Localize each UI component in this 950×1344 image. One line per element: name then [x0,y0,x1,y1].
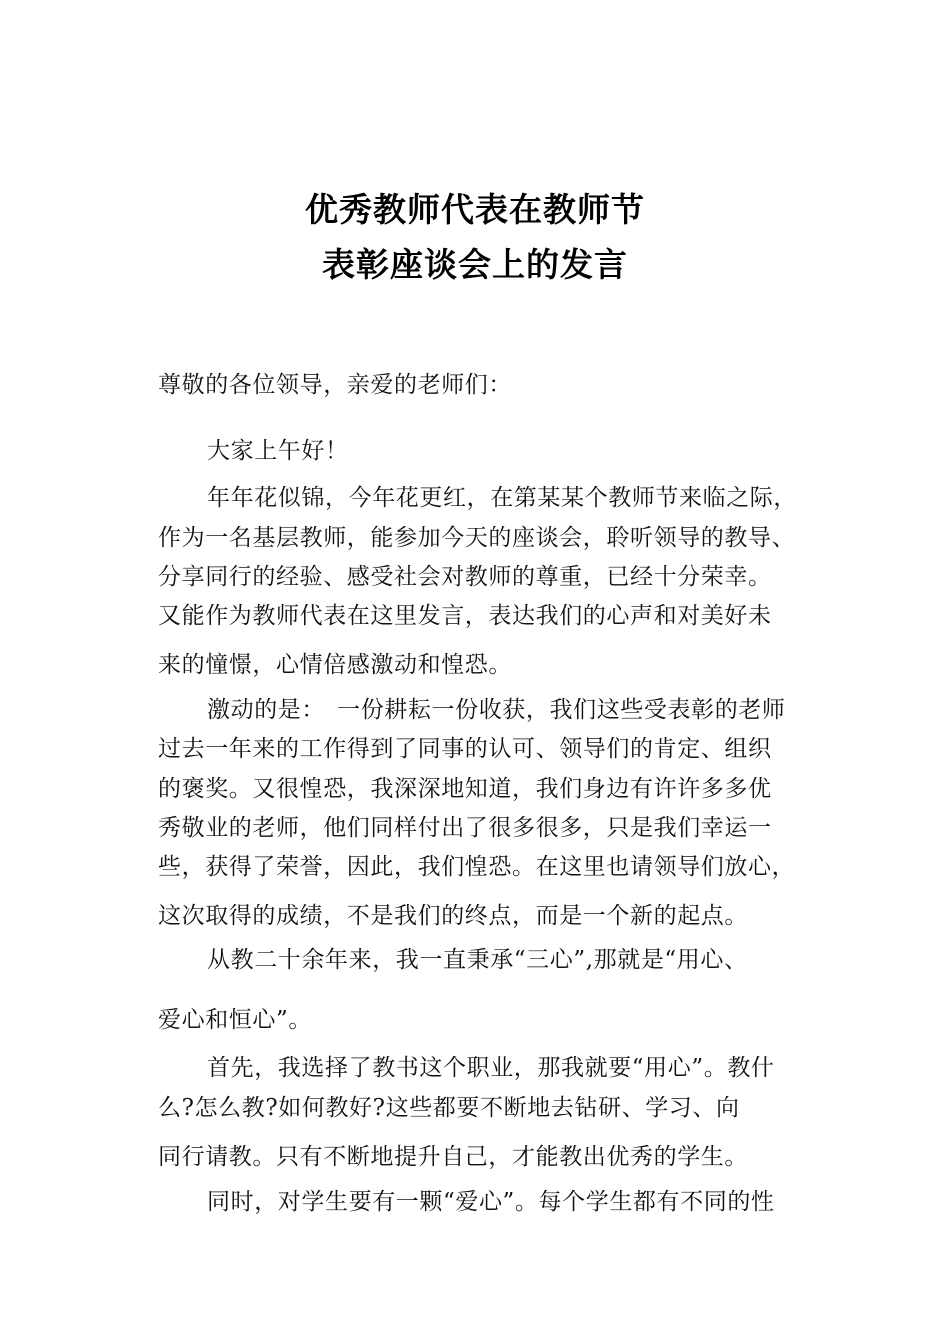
paragraph-line: 激动的是： 一份耕耘一份收获，我们这些受表彰的老师 [207,697,786,723]
paragraph-line: 年年花似锦，今年花更红，在第某某个教师节来临之际， [207,485,797,511]
paragraph-line: 分享同行的经验、感受社会对教师的尊重，已经十分荣幸。 [158,564,772,590]
paragraph-line: 的褒奖。又很惶恐，我深深地知道，我们身边有许许多多优 [158,776,772,802]
paragraph-line: 么?怎么教?如何教好?这些都要不断地去钻研、学习、向 [158,1095,740,1121]
paragraph-line: 作为一名基层教师，能参加今天的座谈会，聆听领导的教导、 [158,525,796,551]
paragraph-line: 些，获得了荣誉，因此，我们惶恐。在这里也请领导们放心， [158,854,796,880]
paragraph-line: 秀敬业的老师，他们同样付出了很多很多，只是我们幸运一 [158,815,772,841]
salutation: 尊敬的各位领导，亲爱的老师们： [158,372,512,398]
paragraph-line: 同行请教。只有不断地提升自己，才能教出优秀的学生。 [158,1144,748,1170]
document-title-line-2: 表彰座谈会上的发言 [322,245,628,284]
paragraph-line: 过去一年来的工作得到了同事的认可、领导们的肯定、组织 [158,736,772,762]
greeting: 大家上午好！ [207,438,349,464]
paragraph-line: 同时，对学生要有一颗“爱心”。每个学生都有不同的性 [207,1189,775,1215]
document-title-line-1: 优秀教师代表在教师节 [305,190,645,229]
paragraph-line: 这次取得的成绩，不是我们的终点，而是一个新的起点。 [158,903,748,929]
paragraph-line: 又能作为教师代表在这里发言，表达我们的心声和对美好未 [158,603,772,629]
paragraph-line: 从教二十余年来，我一直秉承“三心”,那就是“用心、 [207,947,748,973]
paragraph-line: 来的憧憬，心情倍感激动和惶恐。 [158,652,512,678]
paragraph-line: 首先，我选择了教书这个职业，那我就要“用心”。教什 [207,1055,775,1081]
paragraph-line: 爱心和恒心”。 [158,1007,312,1033]
